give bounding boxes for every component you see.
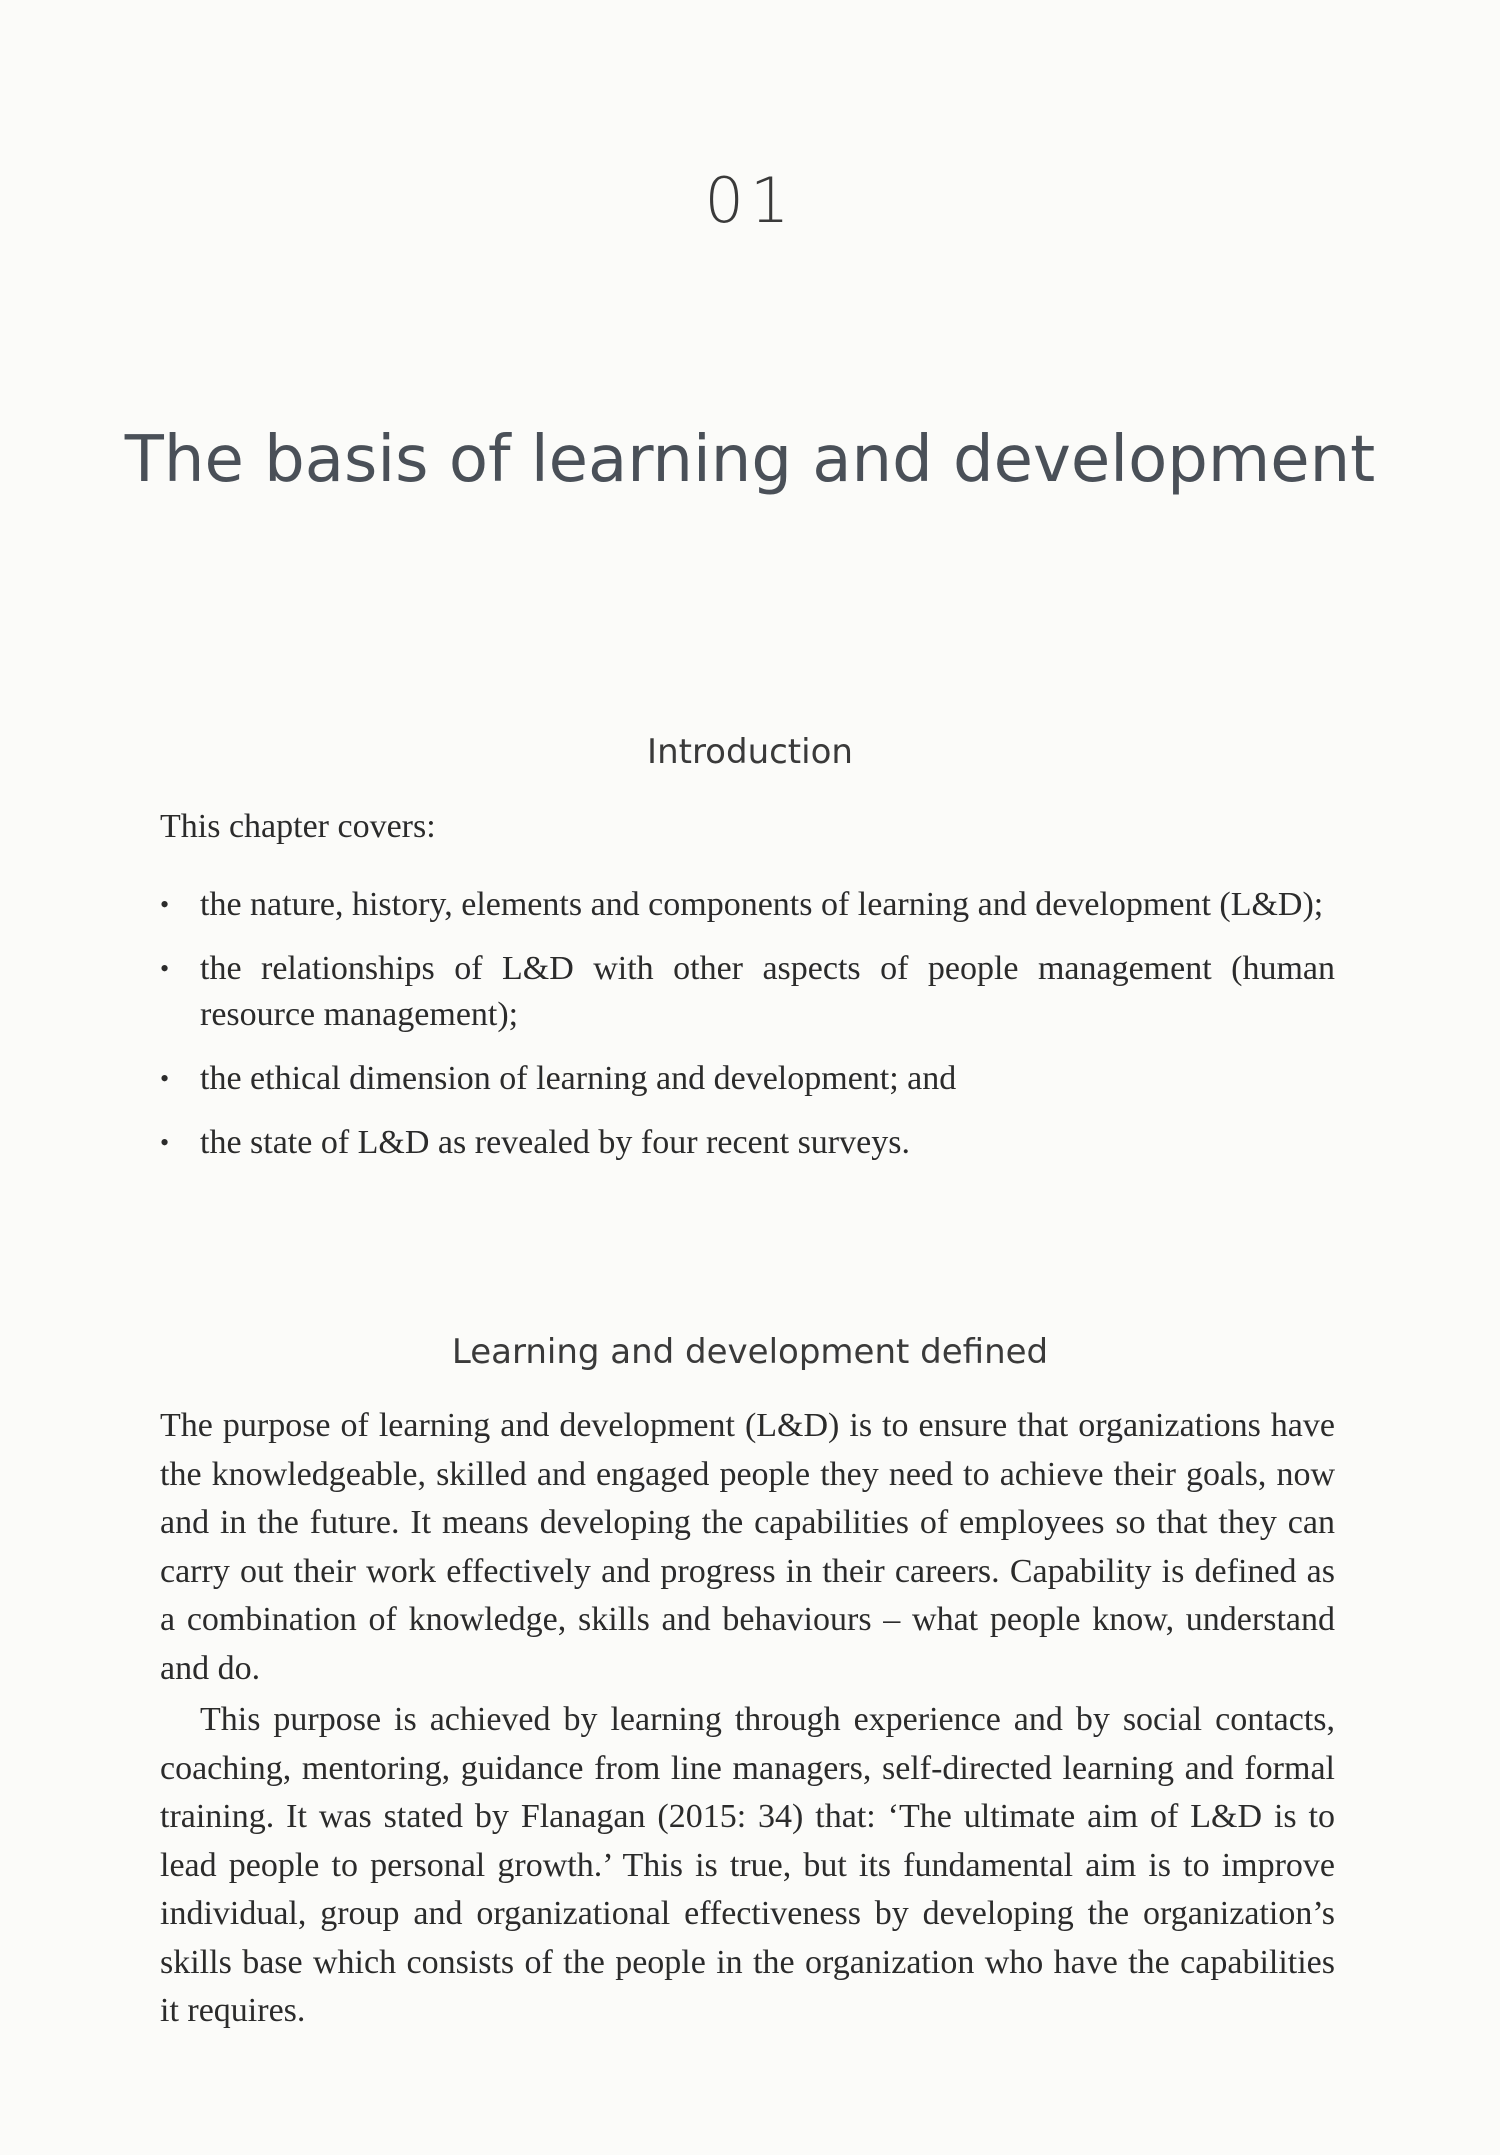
list-item-text: the state of L&D as revealed by four recent surveys. (200, 1124, 910, 1161)
list-item (160, 1120, 1335, 1166)
bullet-icon: • (160, 954, 170, 983)
body-paragraph: The purpose of learning and development (L&D) is to ensure that organizations have the knowledgeable, skilled and engaged people they need to achieve their goals, now and in the future. It means developing the capabilities of employees so that they can carry out their work effectively and progress in their careers. Capability is defined as a combination of knowledge, skills and behaviours – what people know, understand and do. (160, 1407, 1335, 1687)
list-item (160, 882, 1335, 928)
list-item (160, 1056, 1335, 1102)
list-item-text: the nature, history, elements and components of learning and development (L&D); (200, 886, 1324, 923)
list-item (160, 946, 1335, 1038)
section-heading-defined: Learning and development defined (451, 1332, 1049, 1372)
bullet-icon: • (160, 890, 170, 919)
list-item-text: the ethical dimension of learning and development; and (200, 1060, 957, 1097)
introduction-heading: Introduction (647, 732, 853, 772)
introduction-lead: This chapter covers: (160, 808, 436, 845)
body-paragraph: This purpose is achieved by learning through experience and by social contacts, coaching, mentoring, guidance from line managers, self-directed learning and formal training. It was stated by Flanagan (2015: 34) that: ‘The ultimate aim of L&D is to lead people to personal growth.’ This is true, but its fundamental aim is to improve individual, group and organizational effectiveness by developing the organization’s skills base which consists of the people in the organization who have the capabilities it requires. (160, 1701, 1335, 2029)
chapter-number: 01 (704, 164, 796, 237)
chapter-topics-list (160, 882, 1335, 1184)
chapter-title: The basis of learning and development (124, 423, 1376, 497)
list-item-text: the relationships of L&D with other aspects of people management (human resource management); (200, 950, 1335, 1033)
bullet-icon: • (160, 1128, 170, 1157)
bullet-icon: • (160, 1064, 170, 1093)
